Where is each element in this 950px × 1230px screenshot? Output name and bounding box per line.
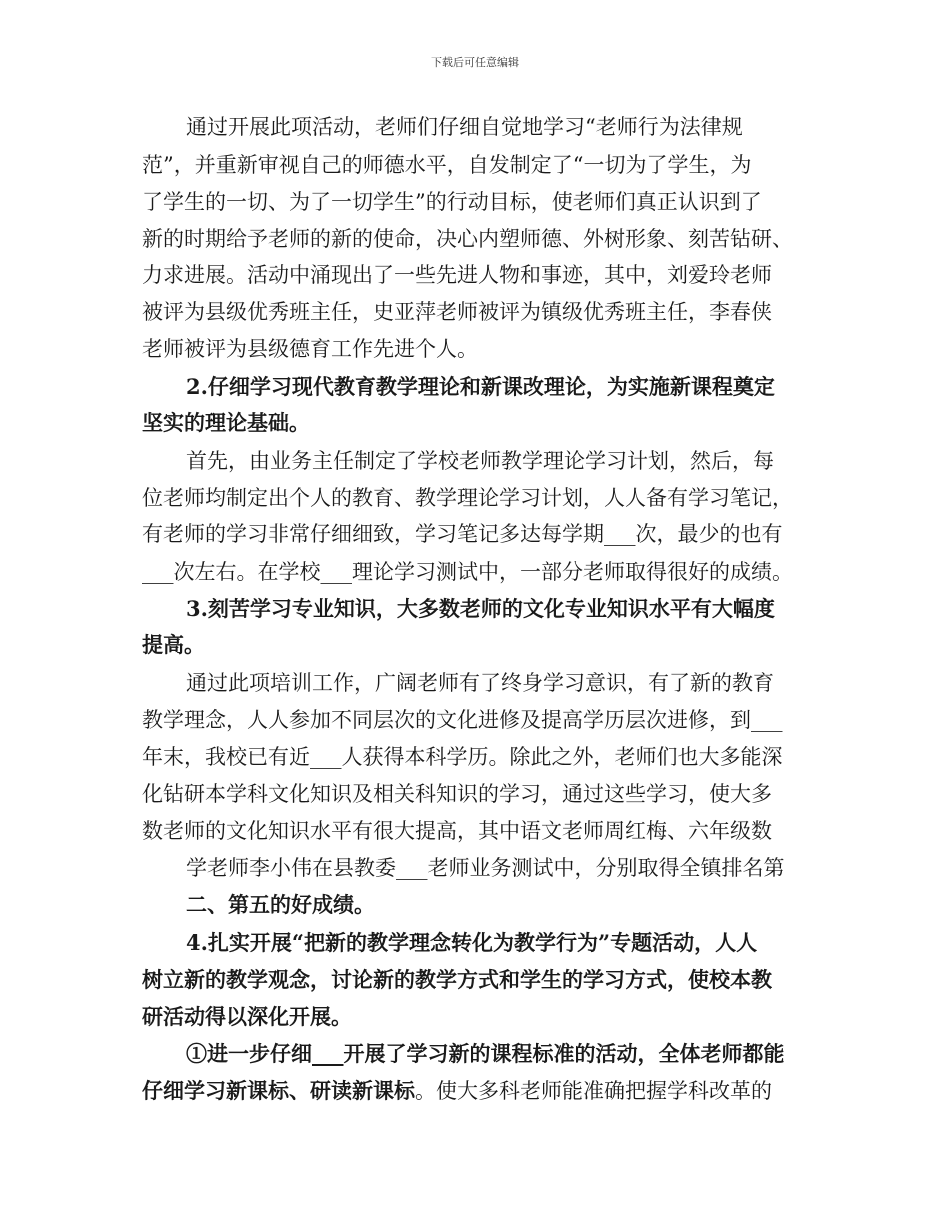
paragraph-line: 学老师李小伟在县教委___老师业务测试中，分别取得全镇排名第	[186, 856, 785, 880]
paragraph-line-mixed	[142, 1076, 772, 1106]
section-heading: ①进一步仔细___开展了学习新的课程标准的活动，全体老师都能	[186, 1041, 785, 1066]
paragraph-line: 教学理念，人人参加不同层次的文化进修及提高学历层次进修，到___	[142, 708, 783, 732]
paragraph-line: 通过开展此项活动，老师们仔细自觉地学习“老师行为法律规	[186, 115, 743, 139]
paragraph-line: 通过此项培训工作，广阔老师有了终身学习意识，有了新的教育	[186, 671, 774, 695]
section-heading: 提高。	[142, 632, 205, 657]
section-heading: 3.刻苦学习专业知识，大多数老师的文化专业知识水平有大幅度	[186, 596, 775, 621]
section-heading: 2.仔细学习现代教育教学理论和新课改理论，为实施新课程奠定	[186, 374, 775, 399]
paragraph-line: 范”，并重新审视自己的师德水平，自发制定了“一切为了学生，为	[142, 153, 752, 177]
paragraph-line: 力求进展。活动中涌现出了一些先进人物和事迹，其中，刘爱玲老师	[142, 263, 772, 287]
paragraph-line: 有老师的学习非常仔细细致，学习笔记多达每学期___次，最少的也有	[142, 522, 783, 546]
paragraph-line: 老师被评为县级德育工作先进个人。	[142, 337, 478, 361]
section-heading: 研活动得以深化开展。	[142, 1004, 352, 1029]
section-heading: 坚实的理论基础。	[142, 410, 310, 435]
paragraph-line: 新的时期给予老师的新的使命，决心内塑师德、外树形象、刻苦钻研、	[142, 227, 793, 251]
paragraph-line: 年末，我校已有近___人获得本科学历。除此之外，老师们也大多能深	[142, 745, 783, 769]
section-heading: 4.扎实开展“把新的教学理念转化为教学行为”专题活动，人人	[186, 930, 758, 955]
bold-run: 仔细学习新课标、研读新课标	[142, 1078, 415, 1103]
paragraph-line: 被评为县级优秀班主任，史亚萍老师被评为镇级优秀班主任，李春侠	[142, 300, 772, 324]
paragraph-line: 化钻研本学科文化知识及相关科知识的学习，通过这些学习，使大多	[142, 782, 772, 806]
page-header: 下载后可任意编辑	[431, 56, 519, 69]
section-heading: 二、第五的好成绩。	[186, 892, 375, 917]
paragraph-line: ___次左右。在学校___理论学习测试中，一部分老师取得很好的成绩。	[142, 560, 793, 584]
paragraph-line: 首先，由业务主任制定了学校老师教学理论学习计划，然后，每	[186, 449, 774, 473]
normal-run: 。使大多科老师能准确把握学科改革的	[415, 1079, 772, 1103]
paragraph-line: 数老师的文化知识水平有很大提高，其中语文老师周红梅、六年级数	[142, 819, 772, 843]
paragraph-line: 了学生的一切、为了一切学生”的行动目标，使老师们真正认识到了	[142, 190, 762, 214]
section-heading: 树立新的教学观念，讨论新的教学方式和学生的学习方式，使校本教	[142, 967, 772, 992]
paragraph-line: 位老师均制定出个人的教育、教学理论学习计划，人人备有学习笔记，	[142, 486, 793, 510]
